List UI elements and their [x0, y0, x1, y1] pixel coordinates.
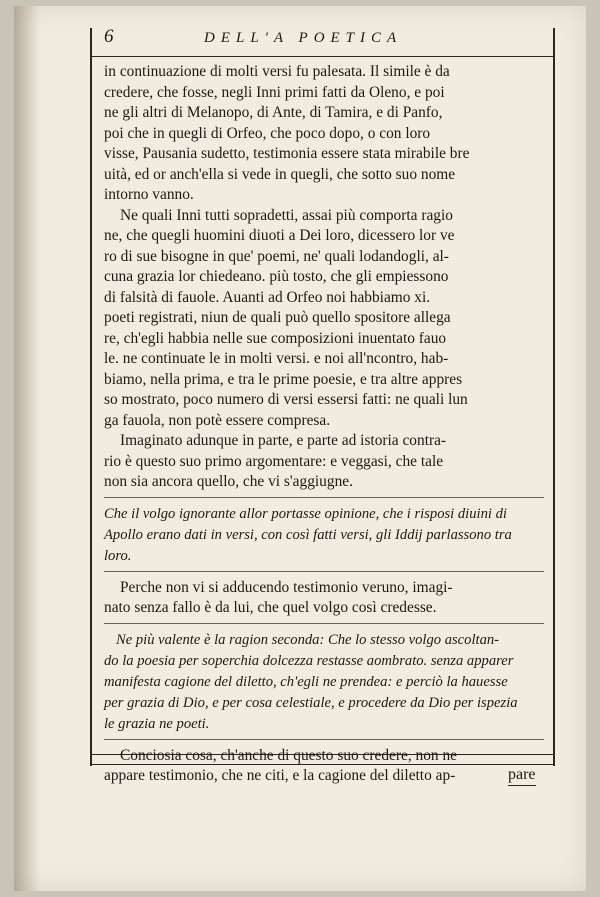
header-rule — [90, 56, 555, 57]
section-divider — [104, 623, 544, 624]
quote-line: manifesta cagione del diletto, ch'egli ne prendea: e perciò la hauesse — [104, 673, 508, 690]
quote-line: Che il volgo ignorante allor portasse opinione, che i risposi diuini di — [104, 505, 507, 522]
text-line: non sia ancora quello, che vi s'aggiugne. — [104, 473, 353, 490]
text-line: ne gli altri di Melanopo, di Ante, di Tamira, e di Panfo, — [104, 104, 443, 121]
quoted-argument-2 — [104, 630, 550, 735]
text-line: re, ch'egli habbia nelle sue composizioni inuentato fauo — [104, 329, 447, 347]
text-line: di falsità di fauole. Auanti ad Orfeo noi habbiamo xi. — [104, 288, 431, 306]
text-line: nato senza fallo è da lui, che quel volgo così credesse. — [104, 599, 437, 616]
text-line: le. ne continuate le in molti versi. e noi all'ncontro, hab- — [104, 350, 449, 367]
text-line: visse, Pausania sudetto, testimonia essere stata mirabile bre — [104, 145, 470, 162]
quote-line: Ne più valente è la ragion seconda: Che lo stesso volgo ascoltan- — [116, 631, 500, 648]
text-frame-left-rule — [90, 28, 92, 766]
paragraph-2 — [104, 206, 550, 432]
text-line: Perche non vi si adducendo testimonio veruno, imagi- — [120, 578, 453, 596]
text-line: Ne quali Inni tutti sopradetti, assai più comporta ragio — [120, 206, 453, 224]
running-title: DELL'A POETICA — [204, 30, 403, 46]
text-line: credere, che fosse, negli Inni primi fatti da Oleno, e poi — [104, 83, 445, 101]
section-divider — [104, 739, 544, 740]
quote-line: per grazia di Dio, e per cosa celestiale, e procedere da Dio per ispezia — [104, 694, 518, 711]
text-line: cuna grazia lor chiedeano. più tosto, che gli empiessono — [104, 268, 449, 285]
text-line: biamo, nella prima, e tra le prime poesie, e tra altre appres — [104, 370, 463, 388]
text-line: appare testimonio, che ne citi, e la cagione del diletto ap- — [104, 767, 456, 784]
text-frame-right-rule — [553, 28, 555, 766]
paragraph-1 — [104, 62, 550, 206]
text-line: ga fauola, non potè essere compresa. — [104, 411, 331, 429]
quote-line: do la poesia per soperchia dolcezza restasse aombrato. senza apparer — [104, 652, 514, 669]
text-line: uità, ed or anch'ella si vede in quegli, che sotto suo nome — [104, 165, 456, 183]
quote-line: loro. — [104, 547, 132, 564]
paragraph-5 — [104, 746, 550, 787]
quote-line: Apollo erano dati in versi, con così fatti versi, gli Iddij parlassono tra — [104, 526, 512, 543]
text-line: so mostrato, poco numero di versi essersi fatti: ne quali lun — [104, 391, 468, 408]
section-divider — [104, 571, 544, 572]
text-line: poeti registrati, niun de quali può quello spositore allega — [104, 309, 451, 326]
running-head — [104, 26, 550, 52]
page-number: 6 — [104, 26, 114, 47]
paragraph-4 — [104, 578, 550, 619]
text-line: Imaginato adunque in parte, e parte ad istoria contra- — [120, 432, 447, 449]
text-line: ro di sue bisogne in que' poemi, ne' quali lodandogli, al- — [104, 247, 449, 265]
text-line: Conciosia cosa, ch'anche di questo suo credere, non ne — [120, 746, 457, 764]
quoted-argument-1 — [104, 504, 550, 567]
body-text — [104, 62, 550, 787]
page-gutter-shadow — [14, 6, 40, 891]
text-line: intorno vanno. — [104, 186, 194, 203]
text-line: in continuazione di molti versi fu palesata. Il simile è da — [104, 63, 450, 80]
quote-line: le grazia ne poeti. — [104, 715, 210, 732]
catchword: pare — [508, 766, 536, 786]
text-line: rio è questo suo primo argomentare: e veggasi, che tale — [104, 452, 444, 470]
paragraph-3 — [104, 431, 550, 493]
section-divider — [104, 497, 544, 498]
text-line: poi che in quegli di Orfeo, che poco dopo, o con loro — [104, 124, 431, 142]
text-line: ne, che quegli huomini diuoti a Dei loro, dicessero lor ve — [104, 227, 455, 244]
